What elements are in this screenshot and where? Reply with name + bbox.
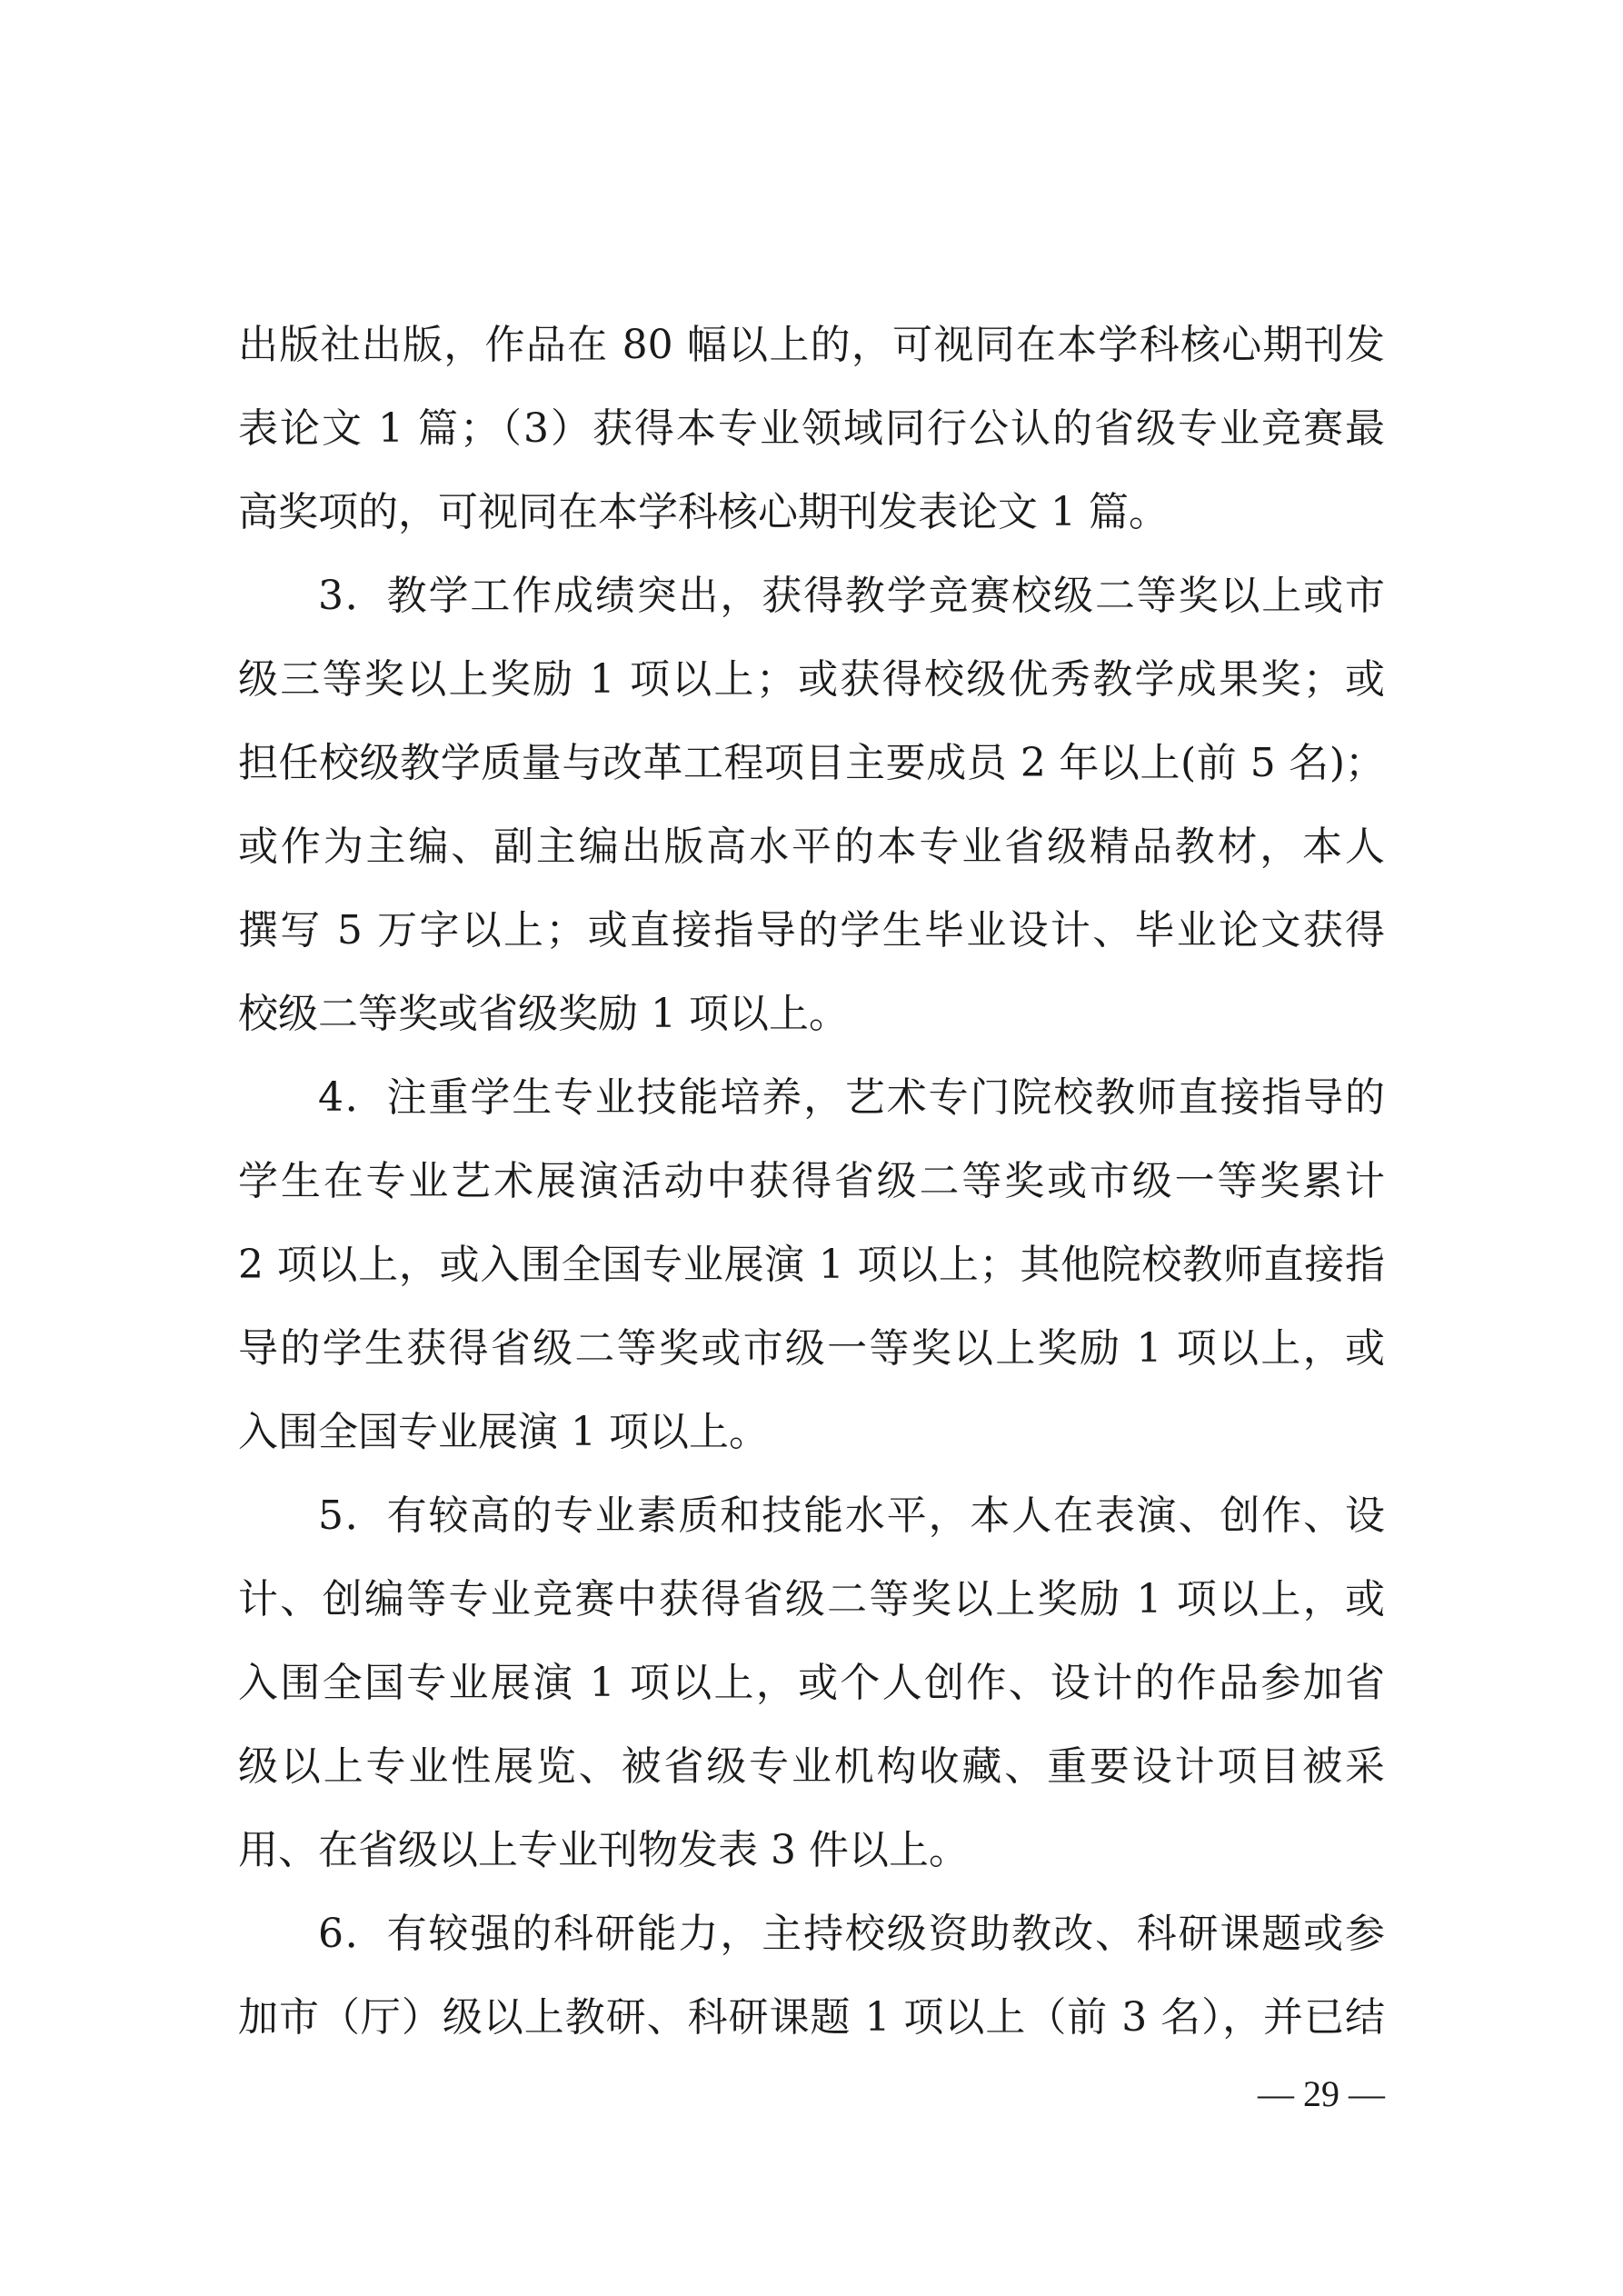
text-line: 出版社出版，作品在 80 幅以上的，可视同在本学科核心期刊发 (238, 322, 1385, 368)
text-line: 表论文 1 篇；（3）获得本专业领域同行公认的省级专业竞赛最 (238, 405, 1385, 452)
text-line: 学生在专业艺术展演活动中获得省级二等奖或市级一等奖累计 (238, 1158, 1385, 1204)
text-line: 担任校级教学质量与改革工程项目主要成员 2 年以上(前 5 名)； (238, 740, 1385, 786)
text-line: 用、在省级以上专业刊物发表 3 件以上。 (238, 1827, 969, 1873)
paragraph-4-start: 4．注重学生专业技能培养，艺术专门院校教师直接指导的 (318, 1074, 1385, 1121)
paragraph-5-start: 5．有较高的专业素质和技能水平，本人在表演、创作、设 (318, 1492, 1385, 1539)
text-line: 2 项以上，或入围全国专业展演 1 项以上；其他院校教师直接指 (238, 1242, 1385, 1288)
text-line: 或作为主编、副主编出版高水平的本专业省级精品教材，本人 (238, 824, 1385, 870)
body-text (238, 304, 1385, 2060)
text-line: 加市（厅）级以上教研、科研课题 1 项以上（前 3 名），并已结 (238, 1994, 1385, 2041)
text-line: 级以上专业性展览、被省级专业机构收藏、重要设计项目被采 (238, 1743, 1385, 1790)
text-line: 导的学生获得省级二等奖或市级一等奖以上奖励 1 项以上，或 (238, 1325, 1385, 1372)
text-line: 撰写 5 万字以上；或直接指导的学生毕业设计、毕业论文获得 (238, 907, 1385, 953)
text-line: 级三等奖以上奖励 1 项以上；或获得校级优秀教学成果奖；或 (238, 656, 1385, 703)
text-line: 计、创编等专业竞赛中获得省级二等奖以上奖励 1 项以上，或 (238, 1576, 1385, 1622)
text-line: 入围全国专业展演 1 项以上，或个人创作、设计的作品参加省 (238, 1660, 1385, 1706)
page-number: — 29 — (1258, 2073, 1385, 2114)
text-line: 入围全国专业展演 1 项以上。 (238, 1409, 769, 1455)
text-line: 高奖项的，可视同在本学科核心期刊发表论文 1 篇。 (238, 489, 1169, 535)
paragraph-3-start: 3．教学工作成绩突出，获得教学竞赛校级二等奖以上或市 (318, 573, 1385, 619)
text-line: 校级二等奖或省级奖励 1 项以上。 (238, 991, 849, 1037)
paragraph-6-start: 6．有较强的科研能力，主持校级资助教改、科研课题或参 (318, 1911, 1385, 1957)
